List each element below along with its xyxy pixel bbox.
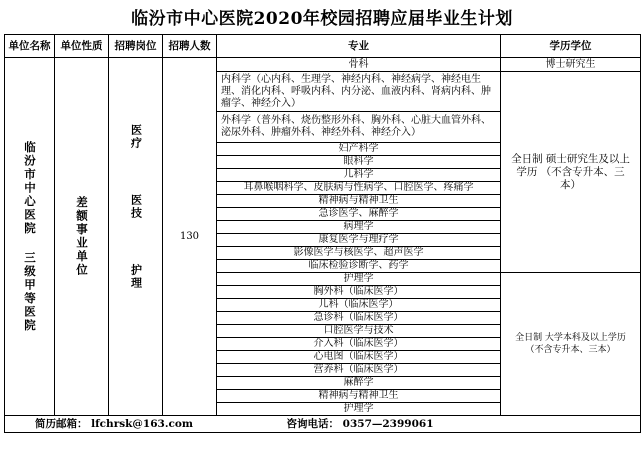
major-row: 儿科学	[217, 169, 501, 182]
major-row: 胸外科（临床医学）	[217, 286, 501, 299]
major-row: 骨科	[217, 58, 501, 72]
recruit-count: 130	[179, 230, 200, 242]
major-row: 影像医学与核医学、超声医学	[217, 247, 501, 260]
page-title: 临汾市中心医院2020年校园招聘应届毕业生计划	[131, 9, 513, 29]
footer-email: 简历邮箱： lfchrsk@163.com	[5, 416, 217, 433]
major-row: 护理学	[217, 403, 501, 416]
footer-phone: 咨询电话： 0357—2399061	[217, 416, 641, 433]
major-row: 麻醉学	[217, 377, 501, 390]
header-unit-name: 单位名称	[5, 35, 55, 58]
unit-nature-cell	[55, 58, 109, 416]
position-nursing: 护理	[129, 263, 143, 290]
edu-master-text: 全日制 硕士研究生及以上学历 （不含专升本、三本）	[511, 152, 630, 191]
header-education: 学历学位	[501, 35, 641, 58]
major-row: 耳鼻喉咽科学、皮肤病与性病学、口腔医学、疼痛学	[217, 182, 501, 195]
edu-bachelor-text: 全日制 大学本科及以上学历 （不含专升本、三本）	[515, 333, 626, 355]
header-unit-nature: 单位性质	[55, 35, 109, 58]
unit-name: 临汾市中心医院 三级甲等医院	[23, 140, 37, 333]
header-position: 招聘岗位	[109, 35, 163, 58]
footer-row	[5, 416, 641, 433]
major-row: 精神病与精神卫生	[217, 195, 501, 208]
major-row: 精神病与精神卫生	[217, 390, 501, 403]
major-row: 病理学	[217, 221, 501, 234]
major-row: 口腔医学与技术	[217, 325, 501, 338]
major-row: 内科学（心内科、生理学、神经内科、神经病学、神经电生理、消化内科、呼吸内科、内分泌、血液内科、肾病内科、肿瘤学、神经介入）	[217, 72, 501, 112]
major-row: 康复医学与理疗学	[217, 234, 501, 247]
major-row: 心电图（临床医学）	[217, 351, 501, 364]
header-row	[5, 35, 641, 58]
major-row: 儿科（临床医学）	[217, 299, 501, 312]
edu-doctor: 博士研究生	[501, 58, 641, 72]
header-major: 专业	[217, 35, 501, 58]
major-row: 急诊医学、麻醉学	[217, 208, 501, 221]
unit-nature: 差额事业单位	[75, 196, 89, 277]
edu-bachelor	[501, 273, 641, 416]
major-row: 护理学	[217, 273, 501, 286]
major-row: 营养科（临床医学）	[217, 364, 501, 377]
major-row: 介入科（临床医学）	[217, 338, 501, 351]
recruitment-table	[4, 34, 641, 433]
count-cell	[163, 58, 217, 416]
position-cell	[109, 58, 163, 416]
position-medical: 医疗	[129, 123, 143, 150]
major-row: 外科学（普外科、烧伤整形外科、胸外科、心脏大血管外科、泌尿外科、肿瘤外科、神经外科、神经介入）	[217, 112, 501, 143]
unit-name-cell	[5, 58, 55, 416]
major-row: 妇产科学	[217, 143, 501, 156]
edu-master	[501, 72, 641, 273]
major-row: 眼科学	[217, 156, 501, 169]
position-tech: 医技	[129, 193, 143, 220]
header-count: 招聘人数	[163, 35, 217, 58]
major-row: 临床检验诊断学、药学	[217, 260, 501, 273]
major-row: 急诊科（临床医学）	[217, 312, 501, 325]
